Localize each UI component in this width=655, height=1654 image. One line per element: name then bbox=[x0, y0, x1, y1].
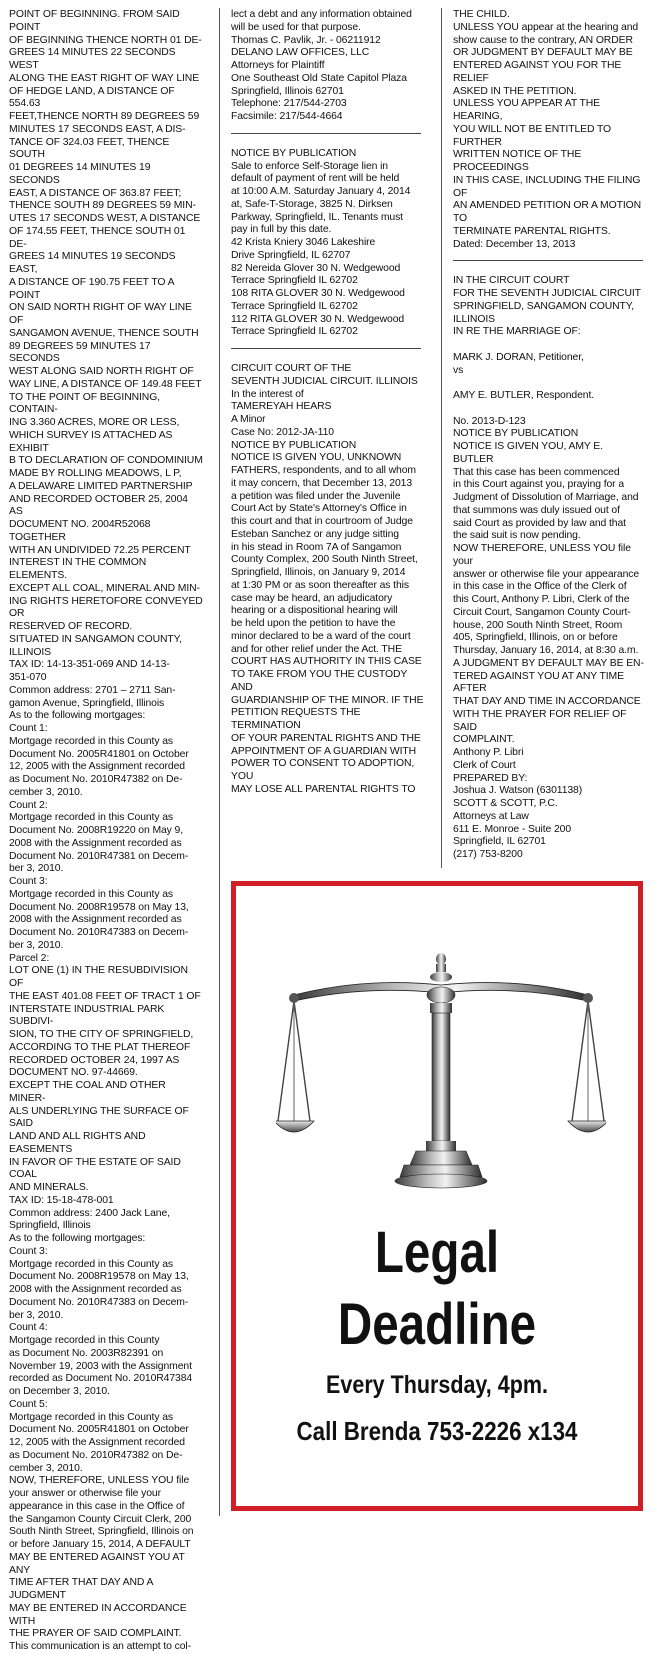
ad-title-legal: Legal bbox=[374, 1220, 500, 1285]
ad-schedule: Every Thursday, 4pm. bbox=[326, 1371, 548, 1399]
juvenile-court-notice: CIRCUIT COURT OF THE SEVENTH JUDICIAL CIRCUIT. ILLINOIS In the interest of TAMEREYAH HEARS A Minor Case No: 2012-JA-110 NOTICE BY PUBLICATION NOTICE IS GIVEN YOU, UNKNOWN FATHERS, respondents, and to all whom it may concern, that December 13, 2013 a petition was filed under the Juvenile Court Act by State's Attorney's Office in this court and that in courtroom of Judge Esteban Sanchez or any judge sitting in his stead in Room 7A of Sangamon County Complex, 200 South Ninth Street, Springfield, Illinois, on January 9, 2014 at 1:30 PM or as soon thereafter as this case may be heard, an adjudicatory hearing or a dispositional hearing will be held upon the petition to have the minor declared to be a ward of the court and for other relief under the Act. THE COURT HAS AUTHORITY IN THIS CASE TO TAKE FROM YOU THE CUSTODY AND GUARDIANSHIP OF THE MINOR. IF THE PETITION REQUESTS THE TERMINATION OF YOUR PARENTAL RIGHTS AND THE APPOINTMENT OF A GUARDIAN WITH POWER TO CONSENT TO ADOPTION, YOU MAY LOSE ALL PARENTAL RIGHTS TO bbox=[231, 363, 424, 795]
foreclosure-notice-continued: POINT OF BEGINNING. FROM SAID POINT OF BEGINNING THENCE NORTH 01 DE- GREES 14 MINUTES 22 SECONDS WEST ALONG THE EAST RIGHT OF WAY LINE OF HEDGE LAND, A DISTANCE OF 554.63 FEET,THENCE NORTH 89 DEGREES 59 MINUTES 17 SECONDS EAST, A DIS- TANCE OF 324.03 FEET, THENCE SOUTH 01 DEGREES 14 MINUTES 19 SECONDS EAST, A DISTANCE OF 363.87 FEET; THENCE SOUTH 89 DEGREES 59 MIN- UTES 17 SECONDS WEST, A DISTANCE OF 174.55 FEET, THENCE SOUTH 01 DE- GREES 14 MINUTES 19 SECONDS EAST, A DISTANCE OF 190.75 FEET TO A POINT ON SAID NORTH RIGHT OF WAY LINE OF SANGAMON AVENUE, THENCE SOUTH 89 DEGREES 59 MINUTES 17 SECONDS WEST ALONG SAID NORTH RIGHT OF WAY LINE, A DISTANCE OF 149.48 FEET TO THE POINT OF BEGINNING, CONTAIN- ING 3.360 ACRES, MORE OR LESS, WHICH SURVEY IS ATTACHED AS EXHIBIT B TO DECLARATION OF CONDOMINIUM MADE BY ROLLING MEADOWS, L P, A DELAWARE LIMITED PARTNERSHIP AND RECORDED OCTOBER 25, 2004 AS DOCUMENT NO. 2004R52068 TOGETHER WITH AN UNDIVIDED 72.25 PERCENT INTEREST IN THE COMMON ELEMENTS. EXCEPT ALL COAL, MINERAL AND MIN- ING RIGHTS HERETOFORE CONVEYED OR RESERVED OF RECORD. SITUATED IN SANGAMON COUNTY, ILLINOIS TAX ID: 14-13-351-069 AND 14-13- 351-070 Common address: 2701 – 2711 San- gamon Avenue, Springfield, Illinois As to the following mortgages: Count 1: Mortgage recorded in this County as Document No. 2005R41801 on October 12, 2005 with the Assignment recorded as Document No. 2010R47382 on De- cember 3, 2010. Count 2: Mortgage recorded in this County as Document No. 2008R19220 on May 9, 2008 with the Assignment recorded as Document No. 2010R47381 on Decem- ber 3, 2010. Count 3: Mortgage recorded in this County as Document No. 2008R19578 on May 13, 2008 with the Assignment recorded as Document No. 2010R47383 on Decem- ber 3, 2010. Parcel 2: LOT ONE (1) IN THE RESUBDIVISION OF THE EAST 401.08 FEET OF TRACT 1 OF INTERSTATE INDUSTRIAL PARK SUBDIVI- SION, TO THE CITY OF SPRINGFIELD, ACCORDING TO THE PLAT THEREOF RECORDED OCTOBER 24, 1997 AS DOCUMENT NO. 97-44669. EXCEPT THE COAL AND OTHER MINER- ALS UNDERLYING THE SURFACE OF SAID LAND AND ALL RIGHTS AND EASEMENTS IN FAVOR OF THE ESTATE OF SAID COAL AND MINERALS. TAX ID: 15-18-478-001 Common address: 2400 Jack Lane, Springfield, Illinois As to the following mortgages: Count 3: Mortgage recorded in this County as Document No. 2008R19578 on May 13, 2008 with the Assignment recorded as Document No. 2010R47383 on Decem- ber 3, 2010. Count 4: Mortgage recorded in this County as Document No. 2003R82391 on November 19, 2003 with the Assignment recorded as Document No. 2010R47384 on December 3, 2010. Count 5: Mortgage recorded in this County as Document No. 2005R41801 on October 12, 2005 with the Assignment recorded as Document No. 2010R47382 on De- cember 3, 2010. NOW, THEREFORE, UNLESS YOU file your answer or otherwise file your appearance in this case in the Office of the Sangamon County Circuit Clerk, 200 South Ninth Street, Springfield, Illinois on or before January 15, 2014, A DEFAULT MAY BE ENTERED AGAINST YOU AT ANY TIME AFTER THAT DAY AND A JUDGMENT MAY BE ENTERED IN ACCORDANCE WITH THE PRAYER OF SAID COMPLAINT. This communication is an attempt to col- bbox=[9, 9, 203, 1652]
ad-contact: Call Brenda 753-2226 x134 bbox=[296, 1416, 578, 1446]
column-rule-right bbox=[441, 8, 442, 868]
notice-separator bbox=[231, 348, 421, 349]
self-storage-lien-notice: NOTICE BY PUBLICATION Sale to enforce Self-Storage lien in default of payment of rent will be held at 10:00 A.M. Saturday January 4, 2014 at, Safe-T-Storage, 3825 N. Dirksen Parkway, Springfield, IL. Tenants must pay in full by this date. 42 Krista Kniery 3046 Lakeshire Drive Springfield, IL 62707 82 Nereida Glover 30 N. Wedgewood Terrace Springfield IL 62702 108 RITA GLOVER 30 N. Wedgewood Terrace Springfield IL 62702 112 RITA GLOVER 30 N. Wedgewood Terrace Springfield IL 62702 bbox=[231, 147, 411, 338]
column-1 bbox=[9, 9, 203, 1654]
column-3 bbox=[453, 9, 645, 883]
ad-title-deadline: Deadline bbox=[337, 1292, 537, 1357]
attorney-signature-block: lect a debt and any information obtained will be used for that purpose. Thomas C. Pavlik, Jr. - 06211912 DELANO LAW OFFICES, LLC Attorneys for Plaintiff One Southeast Old State Capitol Plaza Springfield, Illinois 62701 Telephone: 217/544-2703 Facsimile: 217/544-4664 bbox=[231, 9, 412, 122]
notice-separator bbox=[453, 260, 643, 261]
column-2 bbox=[231, 9, 426, 797]
scales-of-justice-icon bbox=[276, 951, 606, 1196]
juvenile-notice-continued: THE CHILD. UNLESS YOU appear at the hearing and show cause to the contrary, AN ORDER OR JUDGMENT BY DEFAULT MAY BE ENTERED AGAINST YOU FOR THE RELIEF ASKED IN THE PETITION. UNLESS YOU APPEAR AT THE HEARING, YOU WILL NOT BE ENTITLED TO FURTHER WRITTEN NOTICE OF THE PROCEEDINGS IN THIS CASE, INCLUDING THE FILING OF AN AMENDED PETITION OR A MOTION TO TERMINATE PARENTAL RIGHTS. Dated: December 13, 2013 bbox=[453, 9, 641, 250]
column-rule-left bbox=[219, 8, 220, 1516]
marriage-dissolution-notice: IN THE CIRCUIT COURT FOR THE SEVENTH JUDICIAL CIRCUIT SPRINGFIELD, SANGAMON COUNTY, ILLINOIS IN RE THE MARRIAGE OF: MARK J. DORAN, Petitioner, vs AMY E. BUTLER, Respondent. No. 2013-D-123 NOTICE BY PUBLICATION NOTICE IS GIVEN YOU, AMY E. BUTLER That this case has been commenced in this Court against you, praying for a Judgment of Dissolution of Marriage, and that summons was duly issued out of said Court as provided by law and that the said suit is now pending. NOW THEREFORE, UNLESS YOU file your answer or otherwise file your appearance in this case in the Office of the Clerk of this Court, Anthony P. Libri, Clerk of the Circuit Court, Sangamon County Court- house, 200 South Ninth Street, Room 405, Springfield, Illinois, on or before Thursday, January 16, 2014, at 8:30 a.m. A JUDGMENT BY DEFAULT MAY BE EN- TERED AGAINST YOU AT ANY TIME AFTER THAT DAY AND TIME IN ACCORDANCE WITH THE PRAYER FOR RELIEF OF SAID COMPLAINT. Anthony P. Libri Clerk of Court PREPARED BY: Joshua J. Watson (6301138) SCOTT & SCOTT, P.C. Attorneys at Law 611 E. Monroe - Suite 200 Springfield, IL 62701 (217) 753-8200 bbox=[453, 275, 644, 860]
notice-separator bbox=[231, 133, 421, 134]
legal-deadline-ad bbox=[231, 881, 643, 1511]
